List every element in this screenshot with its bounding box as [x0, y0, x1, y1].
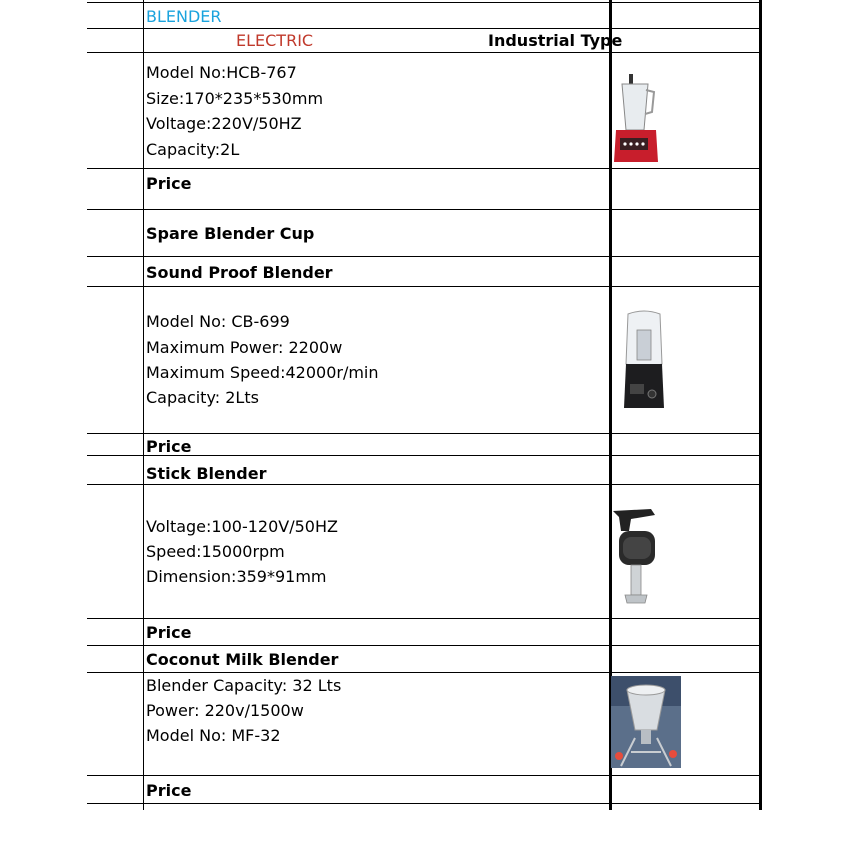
item-title: Sound Proof Blender — [146, 263, 333, 282]
spec-line: Model No:HCB-767 — [146, 63, 297, 82]
spec-line: Speed:15000rpm — [146, 542, 285, 561]
grid-line — [87, 256, 762, 257]
red-blender-icon — [612, 72, 660, 166]
spec-line: Maximum Speed:42000r/min — [146, 363, 379, 382]
spec-line: Blender Capacity: 32 Lts — [146, 676, 342, 695]
grid-line — [143, 0, 144, 810]
type-label: Industrial Type — [488, 31, 623, 50]
item-title: Spare Blender Cup — [146, 224, 315, 243]
grid-line — [87, 2, 762, 3]
grid-line — [87, 52, 762, 53]
price-label: Price — [146, 174, 192, 193]
price-label: Price — [146, 437, 192, 456]
price-label: Price — [146, 623, 192, 642]
grid-line — [87, 28, 762, 29]
spec-line: Dimension:359*91mm — [146, 567, 327, 586]
grid-line — [759, 0, 762, 810]
grid-line — [87, 645, 762, 646]
item-title: Stick Blender — [146, 464, 267, 483]
coconut-milk-blender-icon — [611, 676, 681, 768]
spec-line: Voltage:100-120V/50HZ — [146, 517, 338, 536]
grid-line — [87, 286, 762, 287]
grid-line — [87, 803, 762, 804]
category-title: BLENDER — [146, 7, 222, 26]
spec-line: Model No: MF-32 — [146, 726, 281, 745]
grid-line — [87, 433, 762, 434]
grid-line — [87, 484, 762, 485]
spec-line: Power: 220v/1500w — [146, 701, 304, 720]
stick-blender-icon — [611, 503, 661, 607]
soundproof-blender-icon — [620, 308, 668, 412]
subcategory-title: ELECTRIC — [236, 31, 314, 50]
grid-line — [87, 672, 762, 673]
grid-line — [87, 168, 762, 169]
spec-line: Maximum Power: 2200w — [146, 338, 343, 357]
spec-line: Capacity:2L — [146, 140, 240, 159]
spec-line: Capacity: 2Lts — [146, 388, 259, 407]
spec-line: Model No: CB-699 — [146, 312, 290, 331]
price-label: Price — [146, 781, 192, 800]
grid-line — [87, 209, 762, 210]
spec-line: Voltage:220V/50HZ — [146, 114, 302, 133]
grid-line — [87, 618, 762, 619]
spec-line: Size:170*235*530mm — [146, 89, 324, 108]
item-title: Coconut Milk Blender — [146, 650, 339, 669]
grid-line — [87, 775, 762, 776]
